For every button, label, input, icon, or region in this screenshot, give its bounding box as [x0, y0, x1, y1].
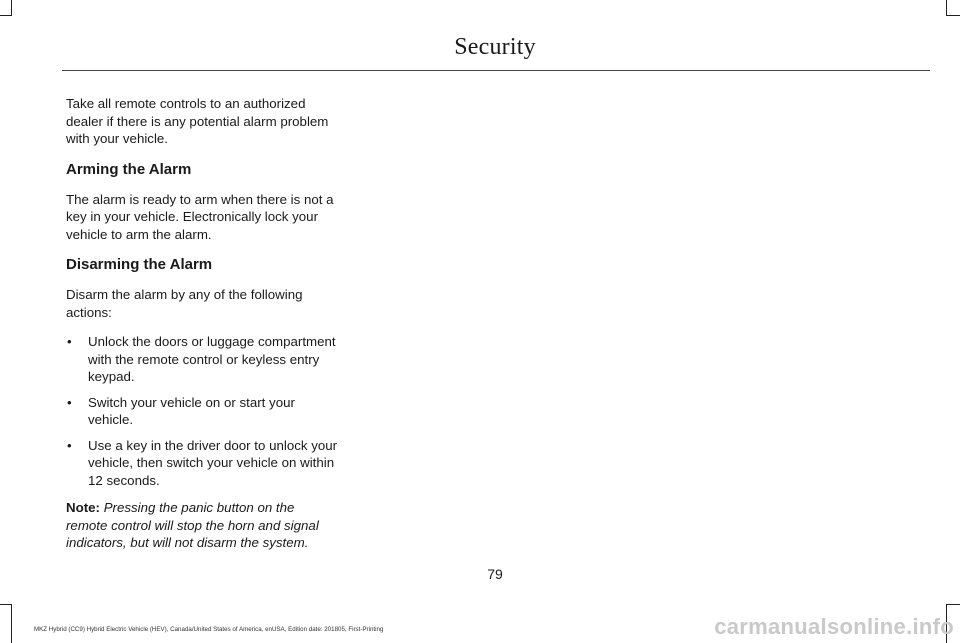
bullet-icon: •: [67, 394, 72, 410]
crop-mark-top-right-v: [946, 0, 947, 15]
list-item: [66, 394, 338, 429]
bullet-icon: •: [67, 334, 72, 349]
note-text: Pressing the panic button on the remote control will stop the horn and signal indicators, but will not disarm the system.: [66, 500, 319, 550]
crop-mark-top-right-h: [946, 15, 960, 16]
disarming-heading: Disarming the Alarm: [66, 256, 213, 273]
footer-edition-info: MKZ Hybrid (CC9) Hybrid Electric Vehicle (HEV), Canada/United States of America, enUSA, Edition date: 201805, First-Printing: [34, 626, 384, 633]
page-title: Security: [454, 34, 536, 60]
crop-mark-bottom-right-h: [946, 604, 960, 605]
crop-mark-top-left-v: [11, 0, 12, 15]
crop-mark-bottom-left-v: [11, 604, 12, 643]
note-label: Note:: [66, 500, 100, 515]
list-item: [66, 333, 338, 386]
watermark: carmanualsonline.info: [714, 614, 954, 639]
list-item-text: Switch your vehicle on or start your vehicle.: [88, 394, 295, 427]
header-divider: [62, 70, 930, 71]
main-content: [66, 95, 338, 564]
intro-paragraph: Take all remote controls to an authorized dealer if there is any potential alarm problem with your vehicle.: [66, 96, 329, 146]
disarm-actions-list: [66, 333, 338, 489]
bullet-icon: •: [67, 437, 72, 453]
list-item-text: Unlock the doors or luggage compartment with the remote control or keyless entry keypad.: [88, 334, 336, 384]
arming-paragraph: The alarm is ready to arm when there is not a key in your vehicle. Electronically lock your vehicle to arm the alarm.: [66, 191, 334, 242]
disarming-paragraph: Disarm the alarm by any of the following actions:: [66, 287, 303, 320]
arming-heading: Arming the Alarm: [66, 160, 192, 178]
page-number: 79: [487, 566, 503, 582]
crop-mark-top-left-h: [0, 15, 12, 16]
note-paragraph: [66, 499, 338, 552]
crop-mark-bottom-left-h: [0, 604, 12, 605]
list-item: [66, 437, 338, 490]
list-item-text: Use a key in the driver door to unlock your vehicle, then switch your vehicle on within 12 seconds.: [88, 437, 338, 488]
